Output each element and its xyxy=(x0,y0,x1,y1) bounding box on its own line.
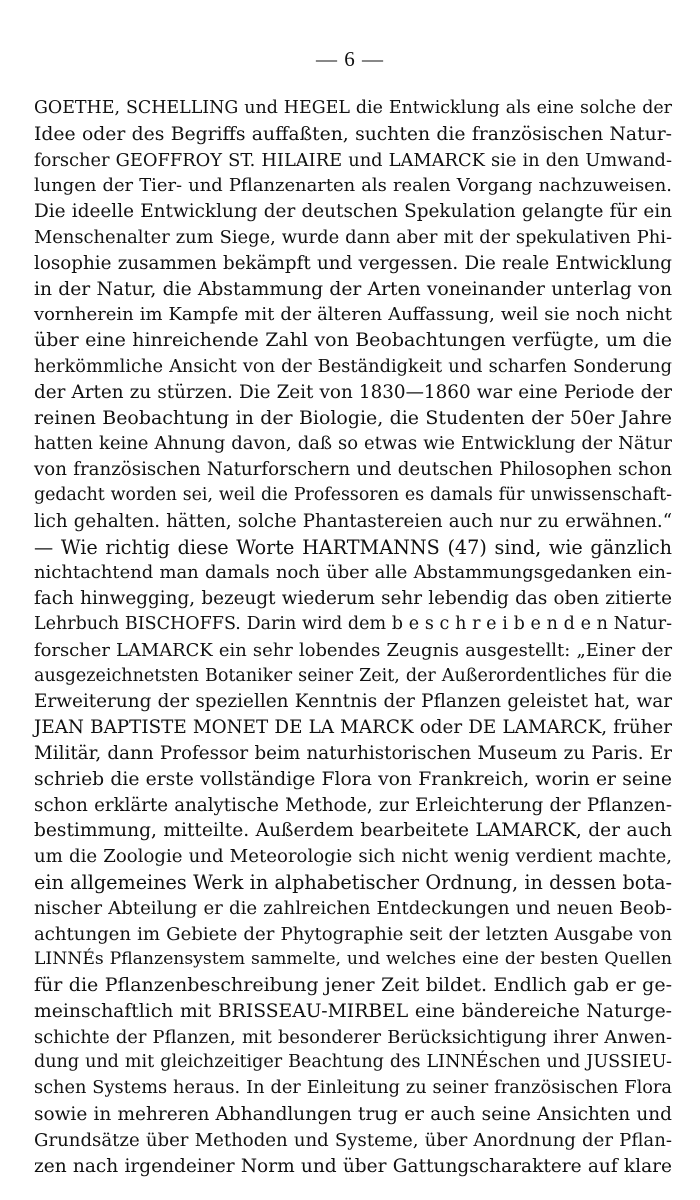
text-line: schrieb die erste vollständige Flora von Frankreich, worin er seine xyxy=(34,768,672,790)
text-line: Militär, dann Professor beim naturhistorischen Museum zu Paris. Er xyxy=(34,742,672,764)
text-line: Lehrbuch BISCHOFFS. Darin wird dem b e s c h r e i b e n d e n Natur- xyxy=(34,613,672,634)
text-line: forscher GEOFFROY ST. HILAIRE und LAMARCK sie in den Umwand- xyxy=(34,149,672,171)
text-line: ein allgemeines Werk in alphabetischer Ordnung, in dessen bota- xyxy=(34,870,672,894)
text-line: Grundsätze über Methoden und Systeme, über Anordnung der Pflan- xyxy=(34,1129,672,1151)
text-line: in der Natur, die Abstammung der Arten voneinander unterlag von xyxy=(34,278,672,300)
text-line: Erweiterung der speziellen Kenntnis der Pflanzen geleistet hat, war xyxy=(34,691,672,713)
text-line: Idee oder des Begriffs auffaßten, suchten die französischen Natur- xyxy=(34,123,672,145)
text-line: fach hinwegging, bezeugt wiederum sehr lebendig das oben zitierte xyxy=(34,588,672,610)
text-line: meinschaftlich mit BRISSEAU-MIRBEL eine bändereiche Naturge- xyxy=(34,1000,672,1022)
text-line: schichte der Pflanzen, mit besonderer Berücksichtigung ihrer Anwen- xyxy=(34,1026,672,1048)
text-line: achtungen im Gebiete der Phytographie seit der letzten Ausgabe von xyxy=(34,923,672,945)
text-line: nichtachtend man damals noch über alle Abstammungsgedanken ein- xyxy=(34,562,672,584)
text-line: herkömmliche Ansicht von der Beständigkeit und scharfen Sonderung xyxy=(34,355,672,377)
text-line: hatten keine Ahnung davon, daß so etwas wie Entwicklung der Nätur xyxy=(34,433,672,455)
text-line: forscher LAMARCK ein sehr lobendes Zeugnis ausgestellt: „Einer der xyxy=(34,639,672,661)
text-line: für die Pflanzenbeschreibung jener Zeit bildet. Endlich gab er ge- xyxy=(34,974,672,997)
text-line: über eine hinreichende Zahl von Beobachtungen verfügte, um die xyxy=(34,329,672,352)
page-number: — 6 — xyxy=(316,47,384,71)
text-line: — Wie richtig diese Worte HARTMANNS (47) sind, wie gänzlich xyxy=(34,535,672,559)
text-line: schen Systems heraus. In der Einleitung zu seiner französischen Flora xyxy=(34,1078,672,1099)
text-line: lungen der Tier- und Pflanzenarten als realen Vorgang nachzuweisen. xyxy=(34,175,672,197)
text-line: Die ideelle Entwicklung der deutschen Spekulation gelangte für ein xyxy=(34,201,672,223)
text-line: von französischen Naturforschern und deutschen Philosophen schon xyxy=(34,459,672,481)
text-line: gedacht worden sei, weil die Professoren es damals für unwissenschaft- xyxy=(34,484,672,505)
text-line: GOETHE, SCHELLING und HEGEL die Entwicklung als eine solche der xyxy=(34,98,672,118)
text-line: losophie zusammen bekämpft und vergessen. Die reale Entwicklung xyxy=(34,252,672,274)
text-line: reinen Beobachtung in der Biologie, die Studenten der 50er Jahre xyxy=(34,406,672,429)
text-line: um die Zoologie und Meteorologie sich nicht wenig verdient machte, xyxy=(34,846,672,868)
text-line: nischer Abteilung er die zahlreichen Entdeckungen und neuen Beob- xyxy=(34,897,672,919)
text-line: lich gehalten. hätten, solche Phantastereien auch nur zu erwähnen.“ xyxy=(34,510,672,532)
text-line: LINNÉs Pflanzensystem sammelte, und welches eine der besten Quellen xyxy=(34,949,672,970)
text-line: JEAN BAPTISTE MONET DE LA MARCK oder DE LAMARCK, früher xyxy=(34,717,672,739)
text-line: ausgezeichnetsten Botaniker seiner Zeit, der Außerordentliches für die xyxy=(34,665,672,686)
text-line: bestimmung, mitteilte. Außerdem bearbeitete LAMARCK, der auch xyxy=(34,820,672,842)
text-line: sowie in mehreren Abhandlungen trug er auch seine Ansichten und xyxy=(34,1104,672,1126)
body-text xyxy=(34,96,672,1179)
text-line: der Arten zu stürzen. Die Zeit von 1830—1860 war eine Periode der xyxy=(34,381,672,403)
text-line: Menschenalter zum Siege, wurde dann aber mit der spekulativen Phi- xyxy=(34,226,672,248)
text-line: vornherein im Kampfe mit der älteren Auffassung, weil sie noch nicht xyxy=(34,304,672,326)
text-line: schon erklärte analytische Methode, zur Erleichterung der Pflanzen- xyxy=(34,794,672,816)
text-line: zen nach irgendeiner Norm und über Gattungscharaktere auf klare xyxy=(34,1155,672,1177)
text-line: dung und mit gleichzeitiger Beachtung des LINNÉschen und JUSSIEU- xyxy=(34,1052,672,1073)
